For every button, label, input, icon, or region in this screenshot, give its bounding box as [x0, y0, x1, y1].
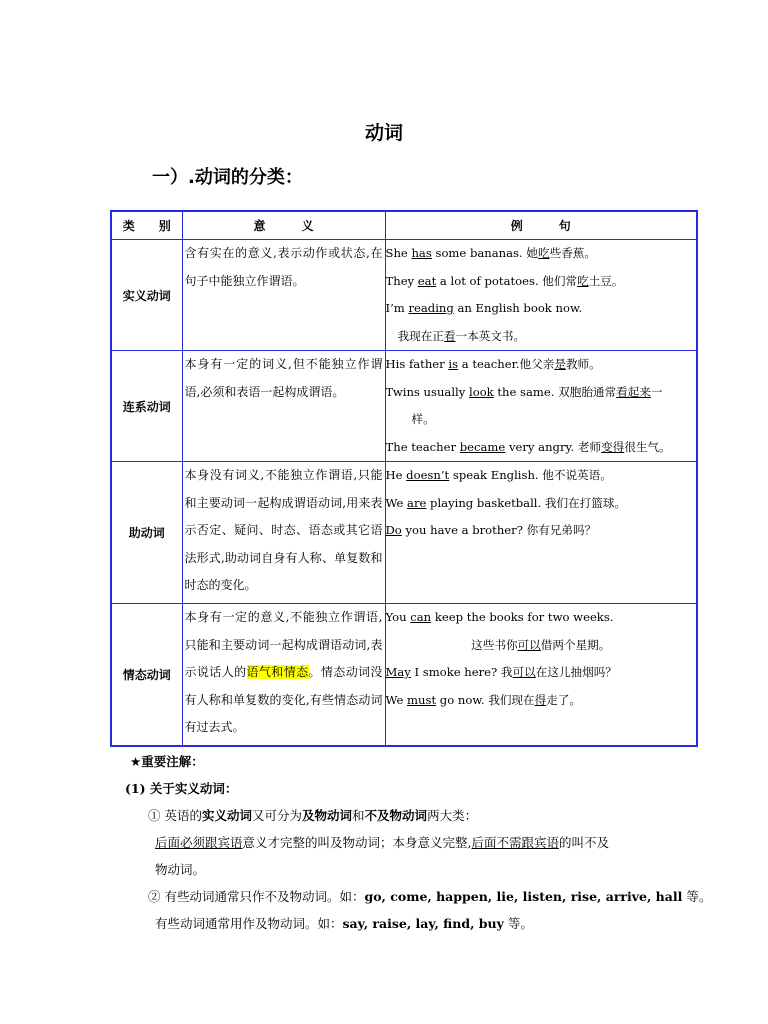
category-cell: 实义动词	[111, 240, 182, 351]
meaning-cell: 本身有一定的词义,但不能独立作谓语,必须和表语一起构成谓语。	[182, 351, 385, 462]
note-point-1: ① 英语的实义动词又可分为及物动词和不及物动词两大类：	[148, 808, 478, 823]
category-cell: 连系动词	[111, 351, 182, 462]
example-line: Twins usually look the same. 双胞胎通常看起来一	[385, 384, 663, 399]
verb-classification-table	[110, 210, 698, 747]
note-point-1-end: 物动词。	[155, 862, 206, 877]
example-line: 我现在正看一本英文书。	[397, 328, 526, 343]
example-line: Do you have a brother? 你有兄弟吗？	[385, 523, 597, 537]
example-line: The teacher became very angry. 老师变得很生气。	[385, 439, 671, 454]
header-example: 例 句	[385, 211, 697, 240]
table-row	[111, 240, 697, 351]
example-cell	[385, 240, 697, 351]
meaning-cell: 本身有一定的意义,不能独立作谓语,只能和主要动词一起构成谓语动词,表示说话人的语气和情态。情态动词没有人称和单复数的变化,有些情态动词有过去式。	[182, 604, 385, 746]
meaning-cell: 含有实在的意义,表示动作或状态,在句子中能独立作谓语。	[182, 240, 385, 351]
notes-subheading: (1) 关于实义动词：	[125, 781, 238, 796]
page-title: 动词	[364, 122, 403, 144]
table-header-row	[111, 211, 697, 240]
example-cell	[385, 604, 697, 746]
example-line: 样。	[411, 412, 435, 426]
example-line: She has some bananas. 她吃些香蕉。	[385, 246, 596, 260]
table-row	[111, 604, 697, 746]
example-line: We must go now. 我们现在得走了。	[385, 692, 582, 707]
highlighted-text: 语气和情态	[246, 665, 309, 679]
category-cell: 助动词	[111, 462, 182, 604]
example-line: They eat a lot of potatoes. 他们常吃土豆。	[385, 273, 624, 288]
table-row	[111, 462, 697, 604]
note-point-1-detail: 后面必须跟宾语意义才完整的叫及物动词；本身意义完整,后面不需跟宾语的叫不及	[155, 835, 610, 850]
header-meaning: 意 义	[182, 211, 385, 240]
category-cell: 情态动词	[111, 604, 182, 746]
example-cell	[385, 351, 697, 462]
example-cell	[385, 462, 697, 604]
example-line: His father is a teacher.他父亲是教师。	[385, 357, 601, 371]
example-line: May I smoke here? 我可以在这儿抽烟吗？	[385, 665, 617, 679]
example-line: 这些书你可以借两个星期。	[471, 637, 611, 652]
example-line: You can keep the books for two weeks.	[385, 610, 614, 624]
header-category: 类 别	[111, 211, 182, 240]
example-line: We are playing basketball. 我们在打篮球。	[385, 495, 627, 510]
note-point-2: ② 有些动词通常只作不及物动词。如：go, come, happen, lie, listen, rise, arrive, hall 等。	[148, 889, 712, 904]
example-line: I’m reading an English book now.	[385, 301, 583, 315]
note-point-3: 有些动词通常用作及物动词。如：say, raise, lay, find, buy 等。	[155, 916, 533, 931]
notes-heading: ★重要注解：	[130, 754, 204, 769]
example-line: He doesn’t speak English. 他不说英语。	[385, 468, 612, 482]
notes-section	[125, 748, 712, 937]
table-row	[111, 351, 697, 462]
meaning-cell: 本身没有词义,不能独立作谓语,只能和主要动词一起构成谓语动词,用来表示否定、疑问、时态、语态或其它语法形式,助动词自身有人称、单复数和时态的变化。	[182, 462, 385, 604]
section-title: 一）.动词的分类：	[152, 167, 303, 188]
